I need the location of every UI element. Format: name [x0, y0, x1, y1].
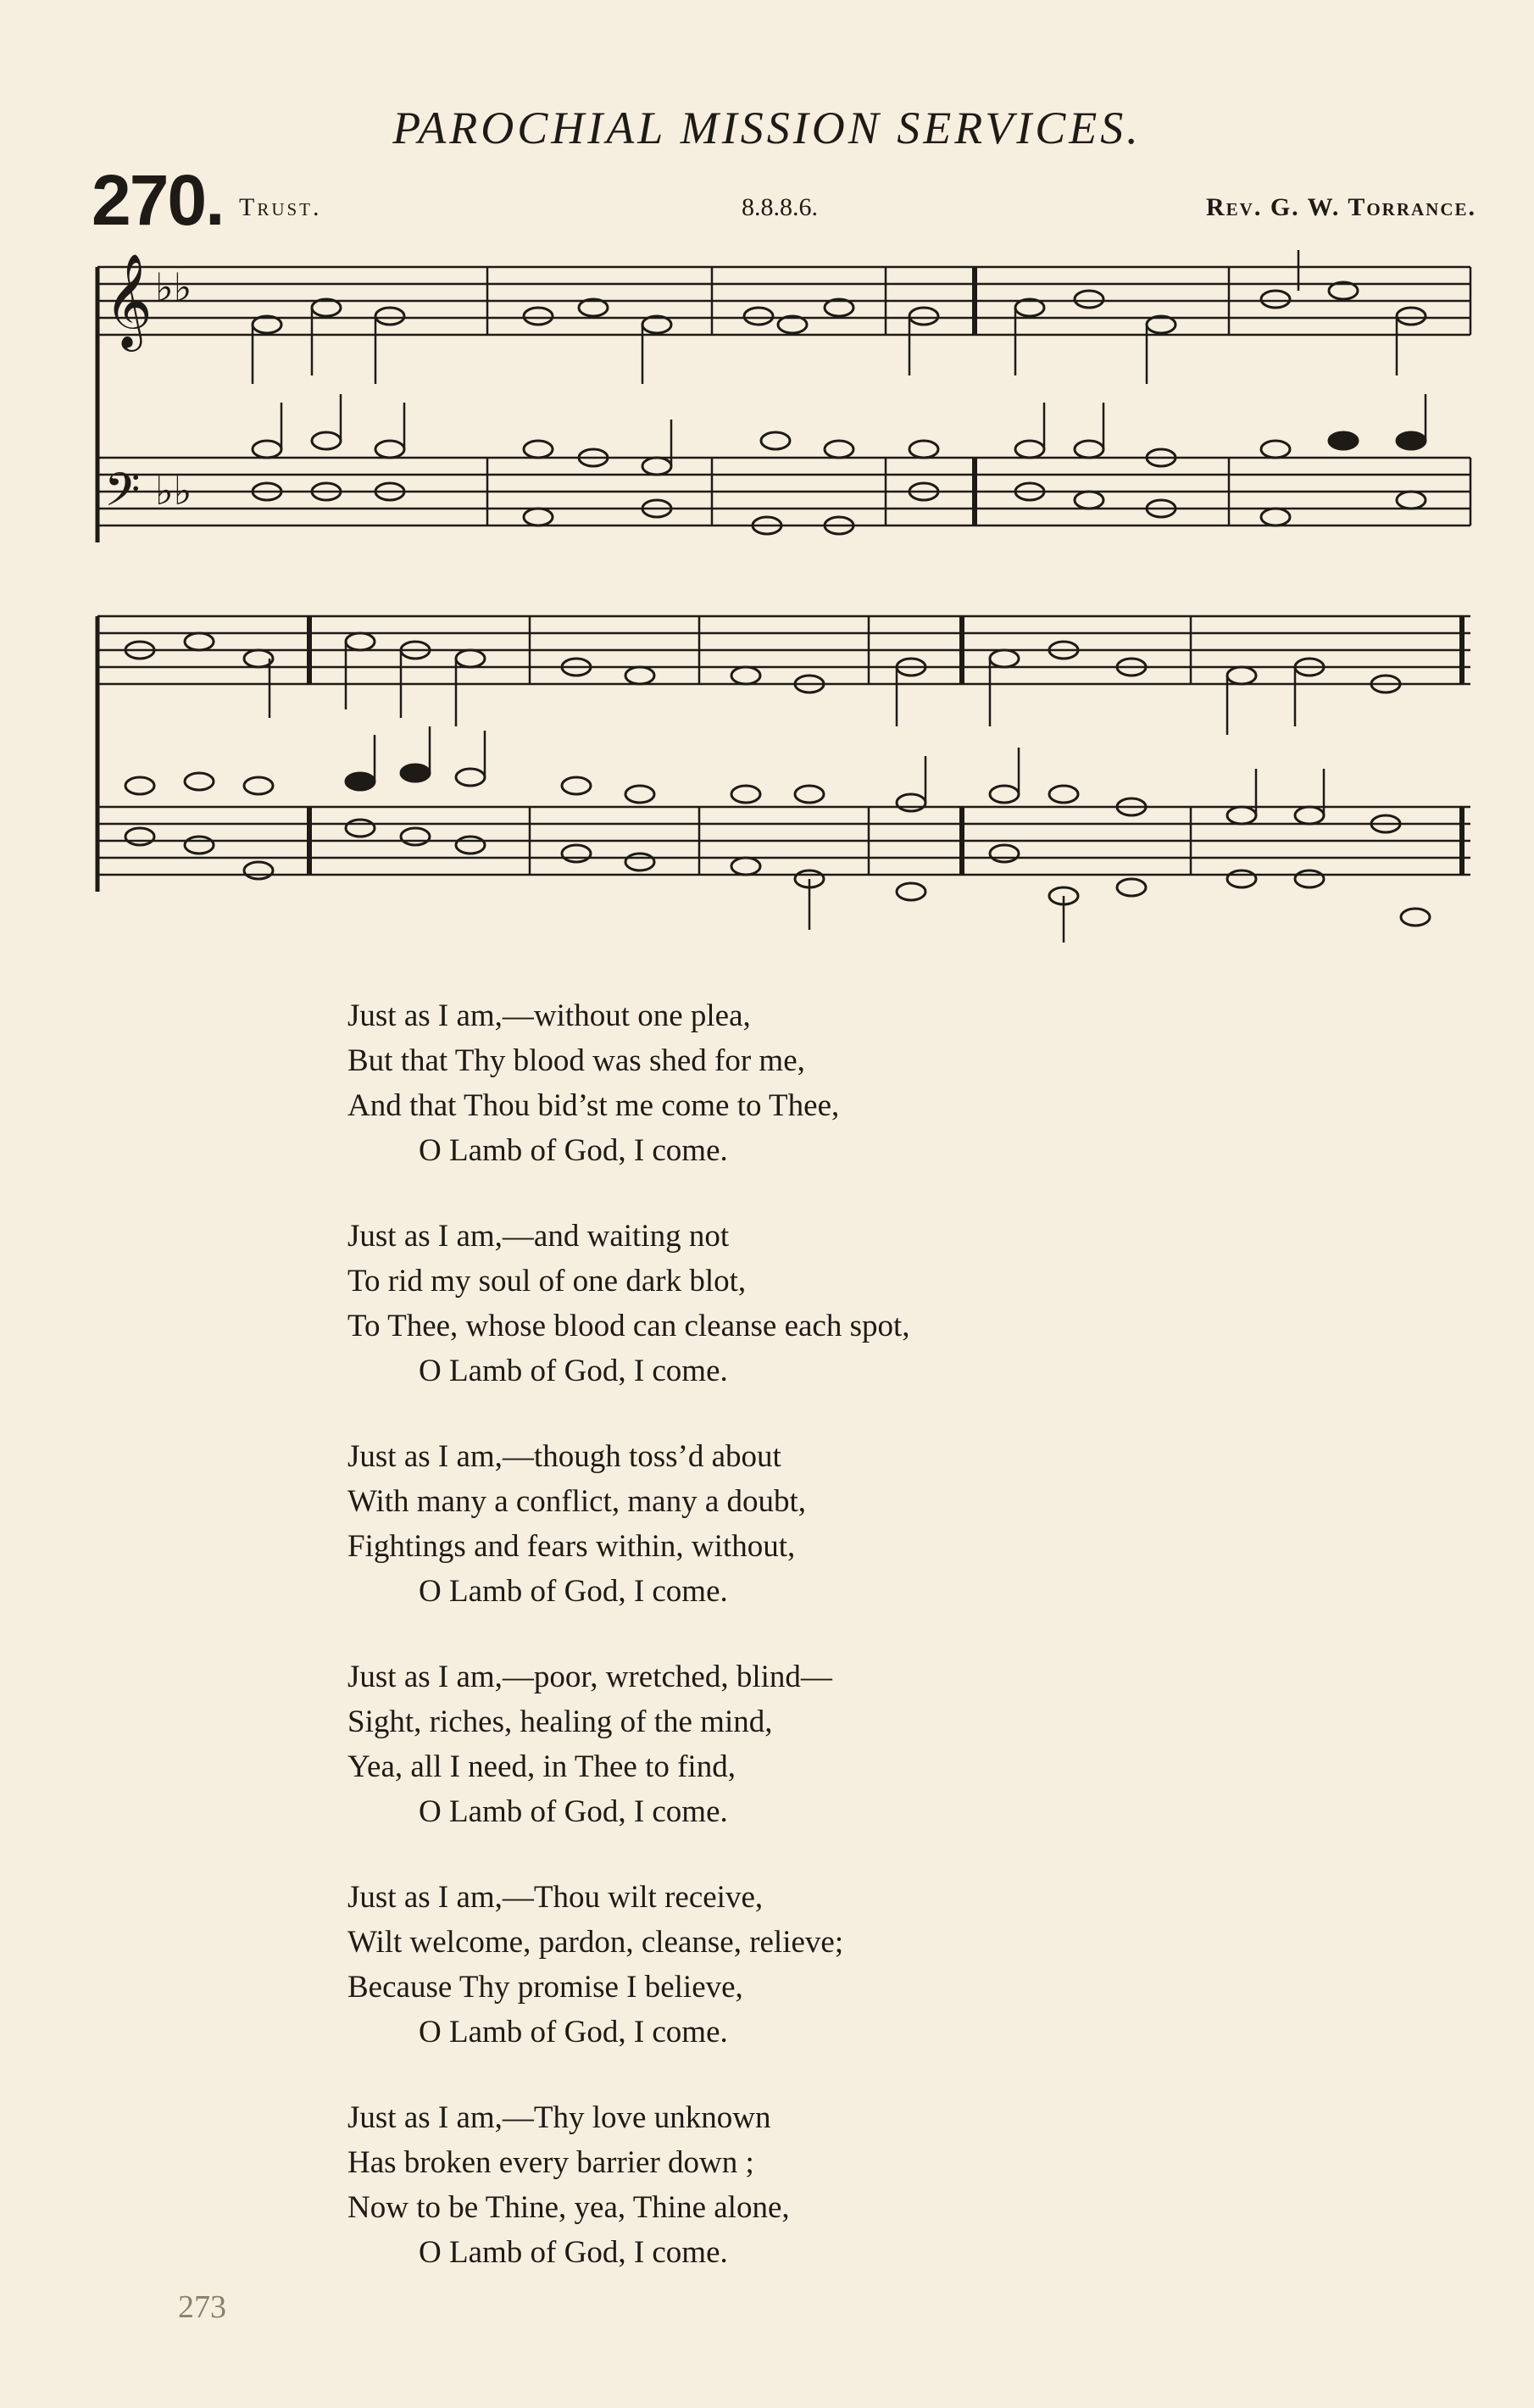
hymn-refrain: O Lamb of God, I come.: [419, 2235, 728, 2270]
hymn-line: Just as I am,—without one plea,: [347, 998, 751, 1033]
notes-system-2: [125, 633, 1430, 926]
hymn-line: With many a conflict, many a doubt,: [347, 1484, 807, 1519]
hymn-number: 270.: [92, 160, 224, 240]
hymn-line: Now to be Thine, yea, Thine alone,: [347, 2190, 790, 2225]
key-signature-flat-icon: ♭♭: [155, 264, 192, 310]
bass-clef-icon: 𝄢: [104, 463, 141, 528]
hymn-refrain: O Lamb of God, I come.: [419, 1574, 728, 1609]
stanza: [347, 2095, 1280, 2275]
hymn-line: Has broken every barrier down ;: [347, 2145, 754, 2180]
music-system-1: [89, 250, 1479, 581]
hymn-line: But that Thy blood was shed for me,: [347, 1043, 805, 1078]
stanza: [347, 1214, 1280, 1393]
hymn-line: To Thee, whose blood can cleanse each spot,: [347, 1309, 910, 1343]
hymn-refrain: O Lamb of God, I come.: [419, 1133, 728, 1168]
hymn-line: Wilt welcome, pardon, cleanse, relieve;: [347, 1925, 844, 1960]
hymn-line: Sight, riches, healing of the mind,: [347, 1705, 773, 1739]
notes-system-1: [253, 282, 1426, 534]
treble-clef-icon: 𝄞: [104, 253, 153, 348]
stanza: [347, 1654, 1280, 1834]
page-number: 273: [178, 2289, 226, 2325]
hymn-line: Just as I am,—Thou wilt receive,: [347, 1880, 764, 1915]
key-signature-flat-icon: ♭♭: [155, 468, 192, 514]
hymn-line: Yea, all I need, in Thee to find,: [347, 1749, 736, 1784]
hymn-refrain: O Lamb of God, I come.: [419, 1794, 728, 1829]
composer: Rev. G. W. Torrance.: [1205, 193, 1476, 221]
music-system-2: [89, 603, 1479, 959]
hymn-line: Just as I am,—poor, wretched, blind—: [347, 1660, 832, 1694]
hymn-refrain: O Lamb of God, I come.: [419, 1354, 728, 1388]
hymn-line: And that Thou bid’st me come to Thee,: [347, 1088, 840, 1123]
hymn-line: Fightings and fears within, without,: [347, 1529, 796, 1564]
stanza: [347, 1875, 1280, 2055]
stanza: [347, 993, 1280, 1173]
hymn-line: Just as I am,—Thy love unknown: [347, 2100, 771, 2135]
hymn-text: [347, 993, 1280, 2316]
stanza: [347, 1434, 1280, 1614]
tune-name: Trust.: [239, 193, 322, 221]
meter: 8.8.8.6.: [742, 193, 818, 221]
hymn-refrain: O Lamb of God, I come.: [419, 2015, 728, 2049]
hymn-line: Just as I am,—and waiting not: [347, 1219, 730, 1254]
hymn-line: Because Thy promise I believe,: [347, 1970, 743, 2005]
hymn-line: Just as I am,—though toss’d about: [347, 1439, 781, 1474]
hymn-line: To rid my soul of one dark blot,: [347, 1264, 747, 1299]
running-title: PAROCHIAL MISSION SERVICES.: [392, 103, 1142, 153]
